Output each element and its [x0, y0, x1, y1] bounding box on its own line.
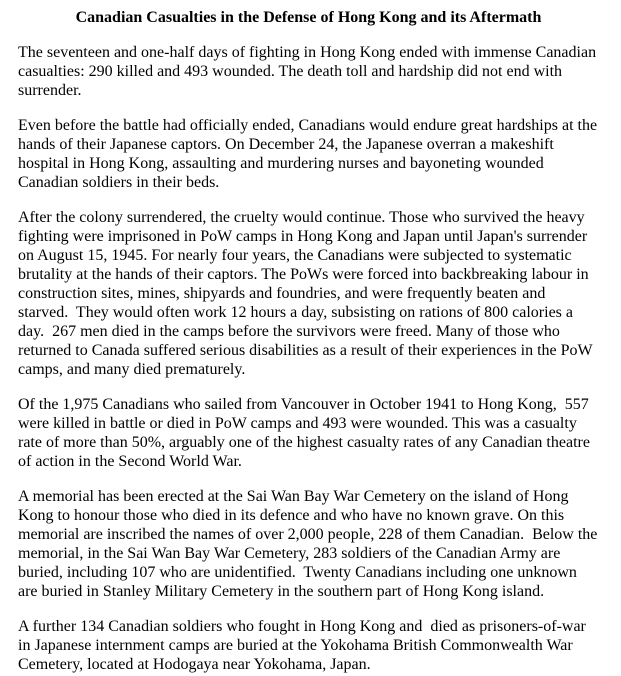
paragraph-casualty-summary: The seventeen and one-half days of fighting in Hong Kong ended with immense Canadian casualties: 290 killed and 493 wounded. The death toll and hardship did not end with surrender. — [18, 44, 601, 99]
paragraph-hospital-atrocity: Even before the battle had officially ended, Canadians would endure great hardships at the hands of their Japanese captors. On December 24, the Japanese overran a makeshift hospital in Hong Kong, assaulting and murdering nurses and bayoneting wounded Canadian soldiers in their beds. — [18, 117, 602, 191]
page-title: Canadian Casualties in the Defense of Hong Kong and its Aftermath — [75, 9, 542, 26]
paragraph-pow-camps: After the colony surrendered, the cruelty would continue. Those who survived the heavy fighting were imprisoned in PoW camps in Hong Kong and Japan until Japan's surrender on August 15, 1945. For nearly four years, the Canadians were subjected to systematic brutality at the hands of their captors. The PoWs were forced into backbreaking labour in construction sites, mines, shipyards and foundries, and were frequently beaten and starved. They would often work 12 hours a day, subsisting on rations of 800 calories a day. 267 men died in the camps before the survivors were freed. Many of those who returned to Canada suffered serious disabilities as a result of their experiences in the PoW camps, and many died prematurely. — [18, 209, 597, 378]
paragraph-casualty-rate: Of the 1,975 Canadians who sailed from Vancouver in October 1941 to Hong Kong, 557 were killed in battle or died in PoW camps and 493 were wounded. This was a casualty rate of more than 50%, arguably one of the highest casualty rates of any Canadian theatre of action in the Second World War. — [18, 396, 594, 470]
paragraph-yokohama-cemetery: A further 134 Canadian soldiers who fought in Hong Kong and died as prisoners-of-war in Japanese internment camps are buried at the Yokohama British Commonwealth War Cemetery, located at Hodogaya near Yokohama, Japan. — [18, 618, 590, 673]
paragraph-sai-wan-memorial: A memorial has been erected at the Sai Wan Bay War Cemetery on the island of Hong Kong to honour those who died in its defence and who have no known grave. On this memorial are inscribed the names of over 2,000 people, 228 of them Canadian. Below the memorial, in the Sai Wan Bay War Cemetery, 283 soldiers of the Canadian Army are buried, including 107 who are unidentified. Twenty Canadians including one unknown are buried in Stanley Military Cemetery in the southern part of Hong Kong island. — [18, 488, 602, 600]
